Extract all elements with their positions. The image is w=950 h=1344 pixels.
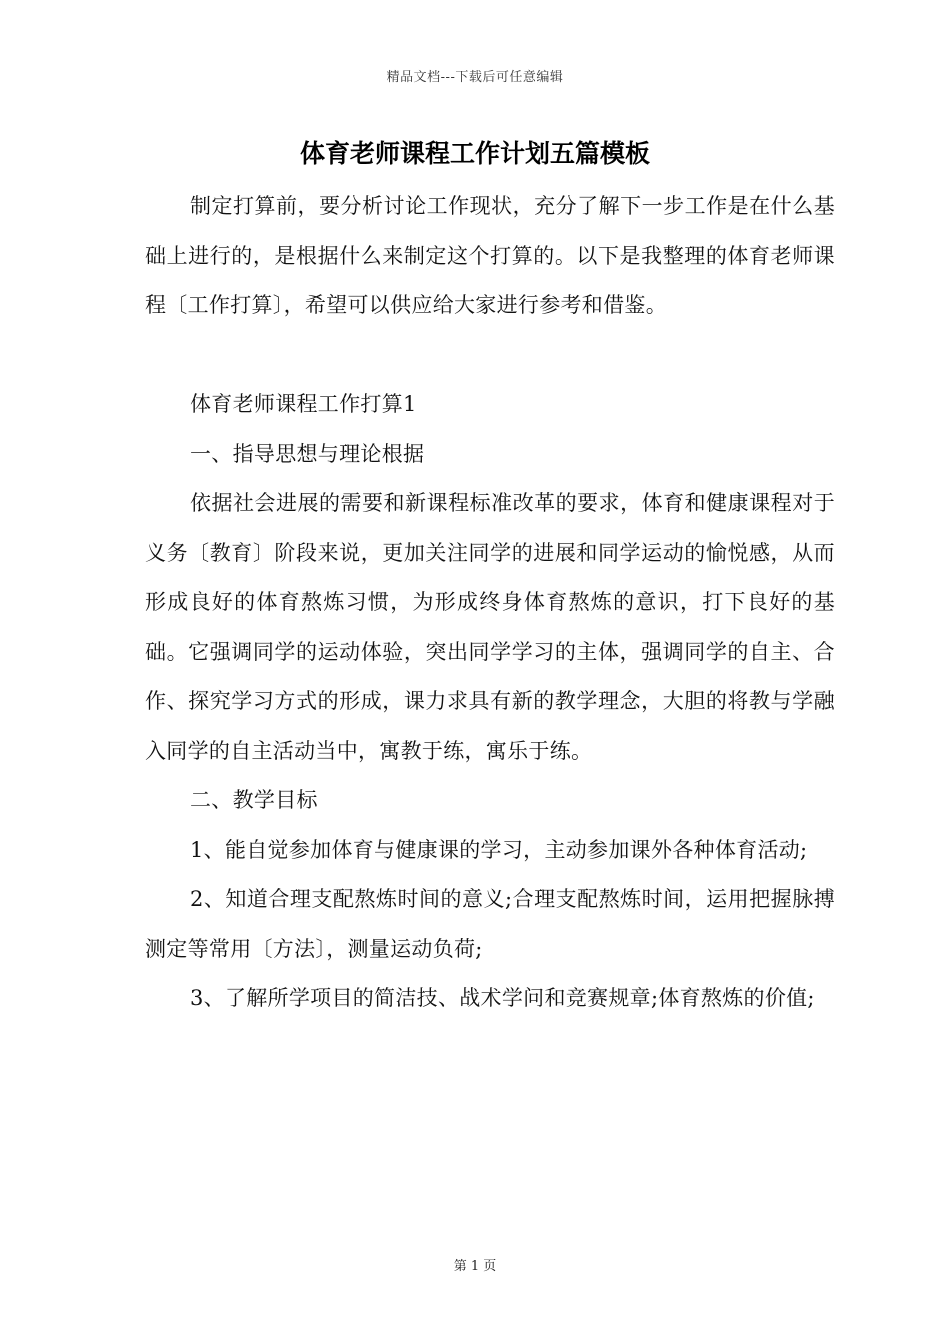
paragraph-gap (145, 331, 835, 381)
document-title: 体育老师课程工作计划五篇模板 (299, 139, 650, 168)
section-two-heading: 二、教学目标 (190, 788, 318, 812)
page-number: 第 1 页 (453, 1259, 497, 1274)
goal-item-2: 2、知道合理支配熬炼时间的意义;合理支配熬炼时间，运用把握脉搏测定等常用〔方法〕，测量运动负荷; (145, 887, 835, 961)
plan-heading: 体育老师课程工作打算1 (190, 392, 417, 416)
document-body (145, 182, 835, 1024)
goal-item-1: 1、能自觉参加体育与健康课的学习，主动参加课外各种体育活动; (190, 837, 808, 862)
intro-paragraph: 制定打算前，要分析讨论工作现状，充分了解下一步工作是在什么基础上进行的，是根据什么来制定这个打算的。以下是我整理的体育老师课程〔工作打算〕，希望可以供应给大家进行参考和借鉴。 (145, 194, 835, 317)
section-one-heading: 一、指导思想与理论根据 (190, 441, 425, 466)
section-one-paragraph: 依据社会进展的需要和新课程标准改革的要求，体育和健康课程对于义务〔教育〕阶段来说，更加关注同学的进展和同学运动的愉悦感，从而形成良好的体育熬炼习惯，为形成终身体育熬炼的意识，打下良好的基础。它强调同学的运动体验，突出同学学习的主体，强调同学的自主、合作、探究学习方式的形成，课力求具有新的教学理念，大胆的将教与学融入同学的自主活动当中，寓教于练，寓乐于练。 (145, 491, 835, 763)
header-note: 精品文档---下载后可任意编辑 (386, 70, 564, 85)
goal-item-3: 3、了解所学项目的简洁技、战术学问和竞赛规章;体育熬炼的价值; (190, 986, 815, 1010)
